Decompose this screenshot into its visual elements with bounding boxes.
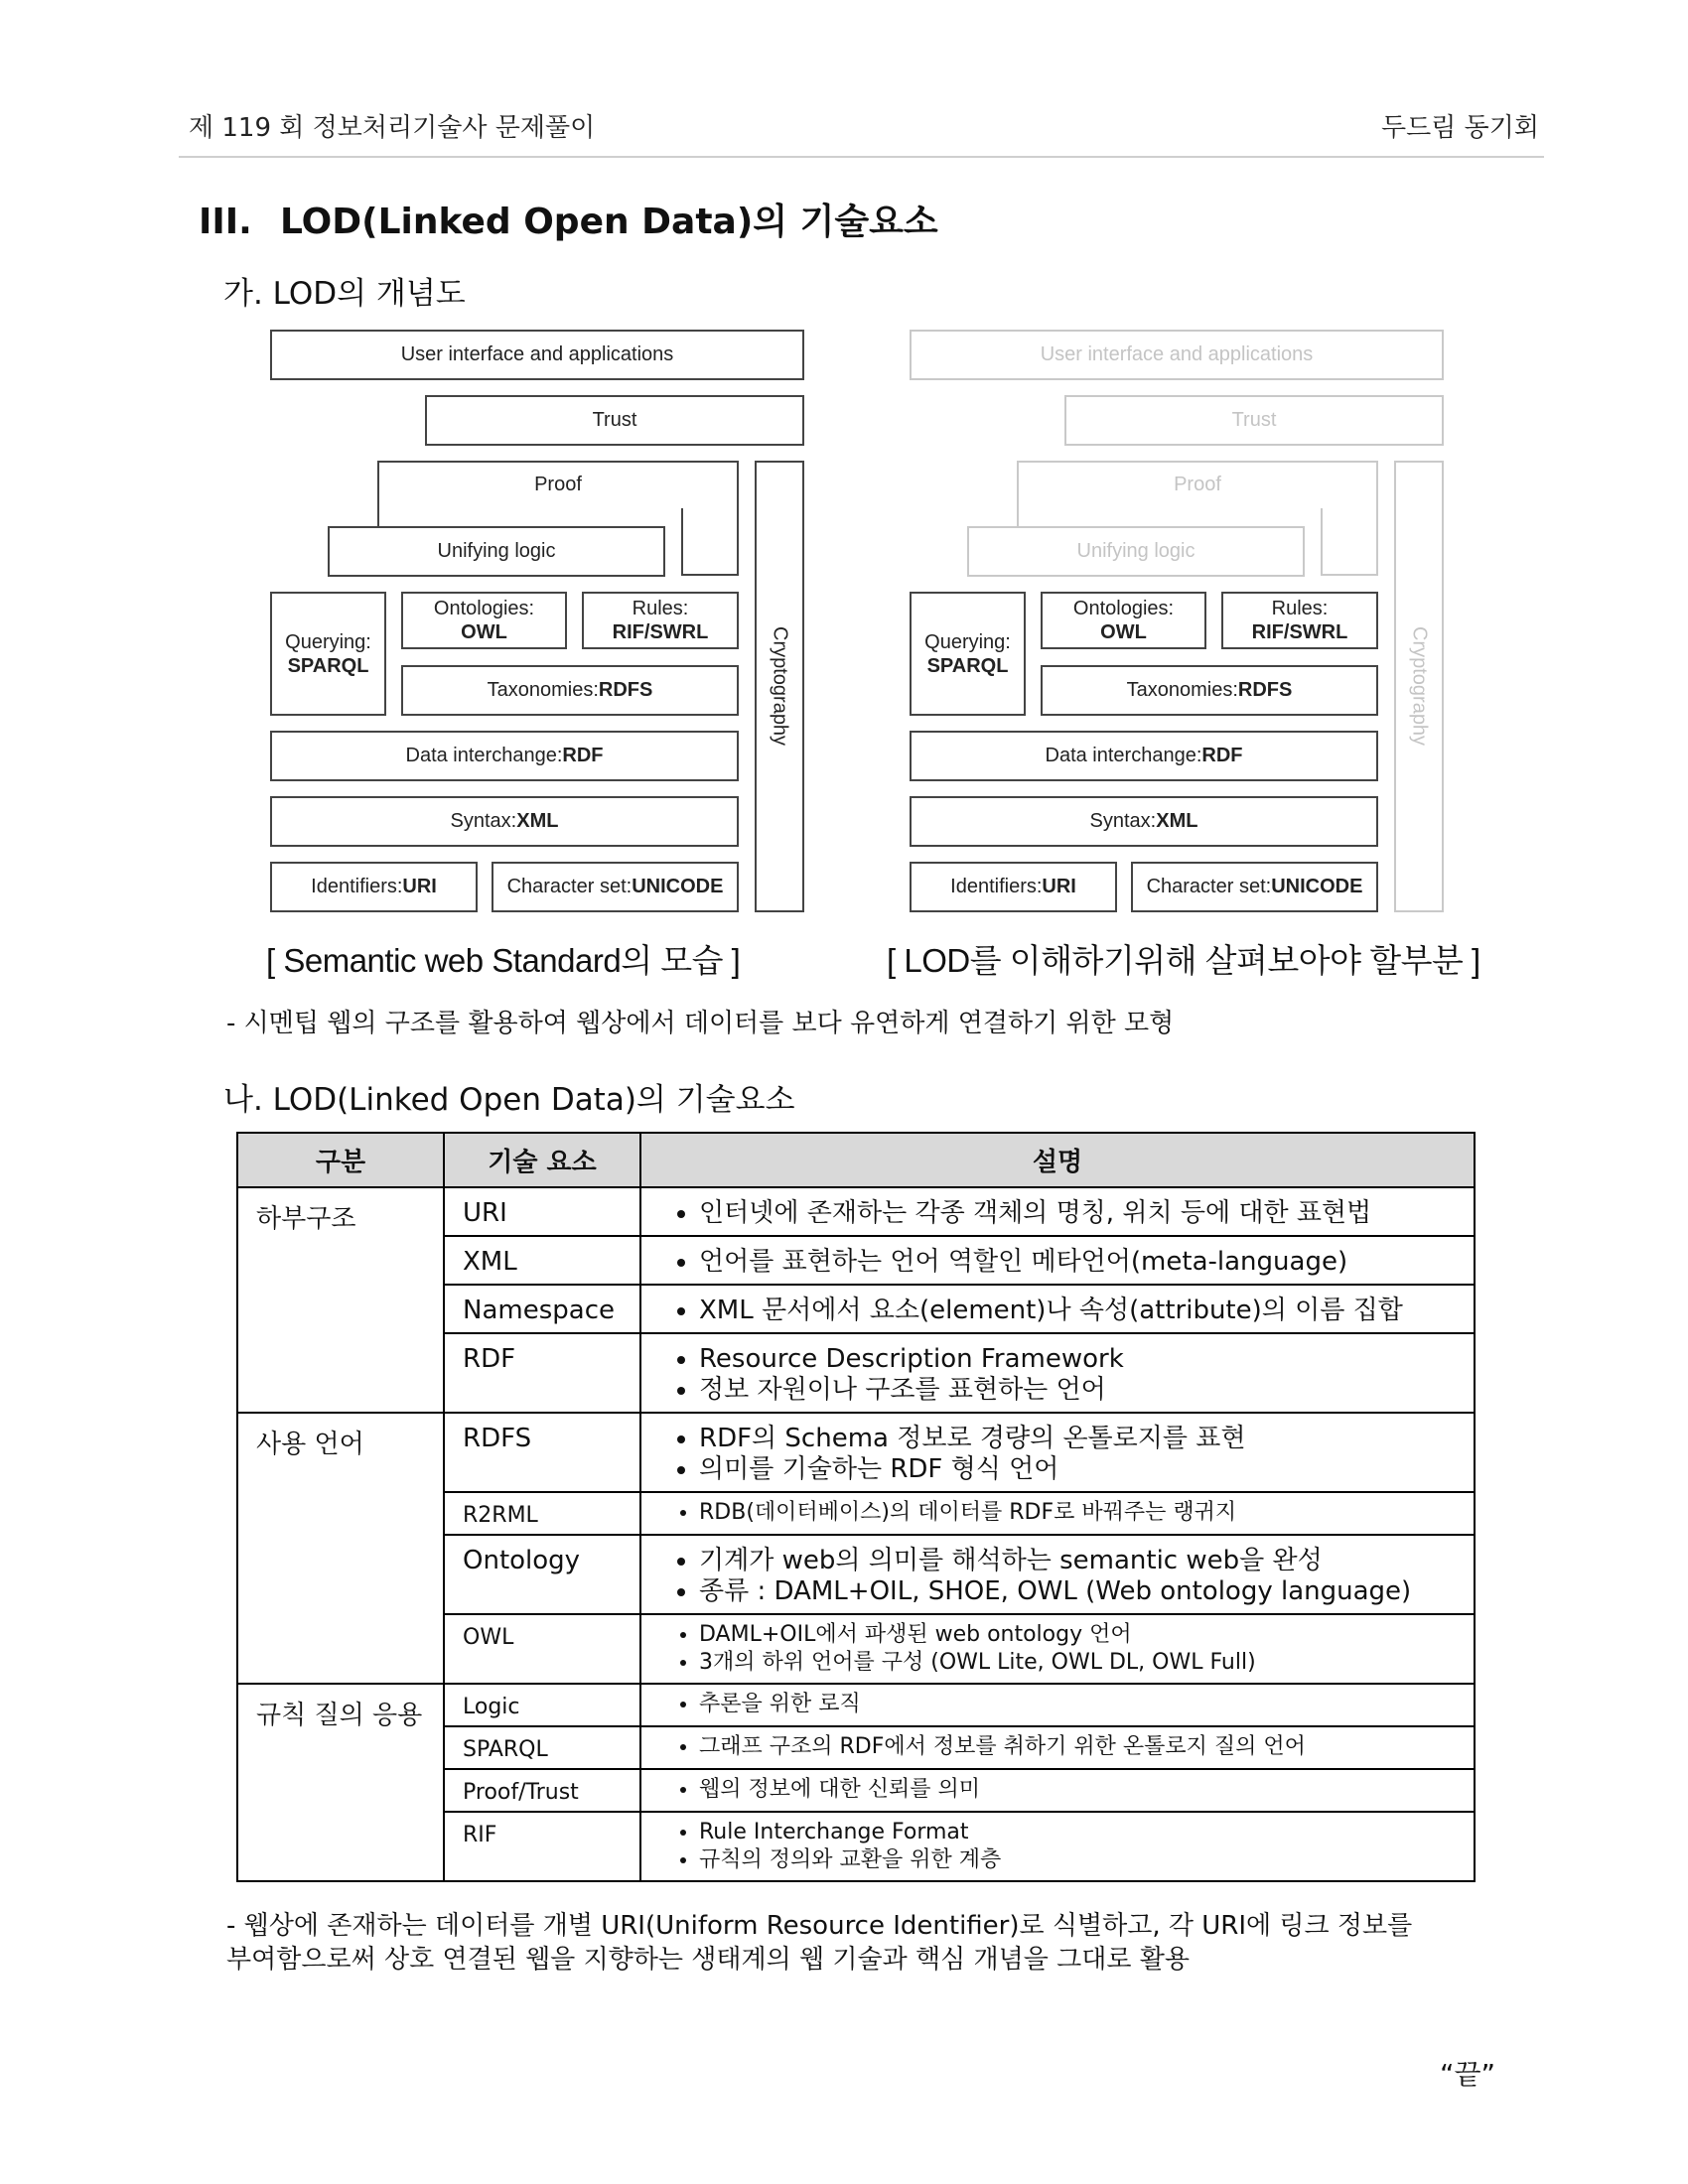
cryptography-label: Cryptography <box>769 626 791 747</box>
lod-querying-label: Querying: <box>924 630 1011 653</box>
description-cell <box>640 1492 1475 1535</box>
category-cell: 하부구조 <box>237 1187 444 1413</box>
section-title-text: LOD(Linked Open Data)의 기술요소 <box>280 202 938 242</box>
element-cell: Ontology <box>444 1535 640 1614</box>
description-item: • 정보 자원이나 구조를 표현하는 언어 <box>699 1375 1456 1406</box>
header-category: 구분 <box>237 1133 444 1187</box>
table-row <box>237 1187 1475 1236</box>
identifiers-label: Identifiers: <box>311 876 403 897</box>
charset-tech: UNICODE <box>632 876 724 897</box>
description-cell <box>640 1413 1475 1492</box>
layer-character-set <box>492 862 739 912</box>
description-item: • 웹의 정보에 대한 신뢰를 의미 <box>699 1776 1456 1804</box>
header-element: 기술 요소 <box>444 1133 640 1187</box>
layer-rules <box>582 592 739 649</box>
element-cell: OWL <box>444 1614 640 1684</box>
element-cell: XML <box>444 1236 640 1285</box>
description-item: • 의미를 기술하는 RDF 형식 언어 <box>699 1454 1456 1485</box>
description-item: • 그래프 구조의 RDF에서 정보를 취하기 위한 온톨로지 질의 언어 <box>699 1733 1456 1761</box>
lod-data-interchange-tech: RDF <box>1201 745 1243 766</box>
header-divider <box>179 156 1544 158</box>
lod-cryptography-label: Cryptography <box>1408 626 1431 747</box>
element-cell: RDFS <box>444 1413 640 1492</box>
layer-user-interface: User interface and applications <box>270 330 804 380</box>
end-mark: “끝” <box>1440 2058 1496 2091</box>
lod-layer-identifiers <box>910 862 1117 912</box>
lod-layer-ontologies <box>1041 592 1206 649</box>
lod-syntax-tech: XML <box>1156 810 1198 832</box>
description-cell <box>640 1333 1475 1413</box>
data-interchange-tech: RDF <box>562 745 604 766</box>
description-item: • 종류 : DAML+OIL, SHOE, OWL (Web ontology language) <box>699 1576 1456 1607</box>
description-item: • Rule Interchange Format <box>699 1819 1456 1846</box>
layer-data-interchange <box>270 731 739 781</box>
subsection-a-heading: 가. LOD의 개념도 <box>223 276 466 312</box>
lod-layer-proof-step <box>1321 508 1378 576</box>
table-header-row <box>237 1133 1475 1187</box>
layer-taxonomies <box>401 665 739 716</box>
lod-layer-taxonomies <box>1041 665 1378 716</box>
category-cell: 규칙 질의 응용 <box>237 1684 444 1881</box>
layer-unifying-logic: Unifying logic <box>328 526 665 577</box>
description-cell <box>640 1812 1475 1881</box>
page-header <box>189 107 1539 144</box>
layer-syntax <box>270 796 739 847</box>
ontologies-label: Ontologies: <box>433 598 535 619</box>
description-item: • 기계가 web의 의미를 해석하는 semantic web을 완성 <box>699 1546 1456 1576</box>
element-cell: Logic <box>444 1684 640 1726</box>
layer-proof-step <box>681 508 739 576</box>
lod-layer-cryptography <box>1394 461 1444 912</box>
description-item: • 3개의 하위 언어를 구성 (OWL Lite, OWL DL, OWL Full) <box>699 1649 1456 1677</box>
description-cell <box>640 1535 1475 1614</box>
section-number: III. <box>199 202 252 242</box>
lod-layer-proof: Proof <box>1174 473 1221 495</box>
lod-charset-tech: UNICODE <box>1271 876 1363 897</box>
description-item: • Resource Description Framework <box>699 1344 1456 1375</box>
note-summary-line-2: 부여함으로써 상호 연결된 웹을 지향하는 생태계의 웹 기술과 핵심 개념을 그대로 활용 <box>226 1945 1190 1975</box>
element-cell: R2RML <box>444 1492 640 1535</box>
data-interchange-label: Data interchange: <box>405 745 563 766</box>
lod-querying-tech: SPARQL <box>926 654 1009 677</box>
note-summary <box>226 1909 1412 1977</box>
note-summary-line-1: - 웹상에 존재하는 데이터를 개별 URI(Uniform Resource Identifier)로 식별하고, 각 URI에 링크 정보를 <box>226 1911 1413 1941</box>
identifiers-tech: URI <box>402 876 437 897</box>
element-cell: RDF <box>444 1333 640 1413</box>
category-cell: 사용 언어 <box>237 1413 444 1684</box>
tech-elements-table <box>236 1132 1476 1882</box>
lod-identifiers-label: Identifiers: <box>950 876 1043 897</box>
element-cell: URI <box>444 1187 640 1236</box>
lod-taxonomies-label: Taxonomies: <box>1126 679 1238 701</box>
description-cell <box>640 1236 1475 1285</box>
description-cell <box>640 1684 1475 1726</box>
lod-syntax-label: Syntax: <box>1089 810 1157 832</box>
header-description: 설명 <box>640 1133 1475 1187</box>
layer-querying <box>270 592 386 716</box>
syntax-tech: XML <box>516 810 559 832</box>
table-row <box>237 1413 1475 1492</box>
lod-layer-trust: Trust <box>1064 395 1444 446</box>
element-cell: Proof/Trust <box>444 1769 640 1812</box>
lod-ontologies-label: Ontologies: <box>1072 598 1175 619</box>
caption-left: [ Semantic web Standard의 모습 ] <box>266 942 741 979</box>
taxonomies-tech: RDFS <box>598 679 653 701</box>
element-cell: RIF <box>444 1812 640 1881</box>
section-title <box>199 194 938 244</box>
lod-layer-user-interface: User interface and applications <box>910 330 1444 380</box>
charset-label: Character set: <box>506 876 633 897</box>
lod-layer-character-set <box>1131 862 1378 912</box>
element-cell: Namespace <box>444 1285 640 1333</box>
lod-rules-tech: RIF/SWRL <box>1251 621 1348 643</box>
element-cell: SPARQL <box>444 1726 640 1769</box>
header-left: 제 119 회 정보처리기술사 문제풀이 <box>189 113 596 143</box>
lod-data-interchange-label: Data interchange: <box>1045 745 1202 766</box>
description-item: • RDF의 Schema 정보로 경량의 온톨로지를 표현 <box>699 1424 1456 1454</box>
syntax-label: Syntax: <box>450 810 517 832</box>
rules-tech: RIF/SWRL <box>612 621 709 643</box>
description-item: • 인터넷에 존재하는 각종 객체의 명칭, 위치 등에 대한 표현법 <box>699 1198 1456 1229</box>
layer-cryptography <box>755 461 804 912</box>
note-concept: - 시멘팁 웹의 구조를 활용하여 웹상에서 데이터를 보다 유연하게 연결하기 위한 모형 <box>226 1009 1175 1038</box>
description-item: • RDB(데이터베이스)의 데이터를 RDF로 바꿔주는 랭귀지 <box>699 1499 1456 1527</box>
taxonomies-label: Taxonomies: <box>487 679 599 701</box>
table-row <box>237 1684 1475 1726</box>
lod-taxonomies-tech: RDFS <box>1237 679 1293 701</box>
description-item: • XML 문서에서 요소(element)나 속성(attribute)의 이름 집합 <box>699 1296 1456 1326</box>
description-item: • 추론을 위한 로직 <box>699 1691 1456 1718</box>
description-item: • DAML+OIL에서 파생된 web ontology 언어 <box>699 1621 1456 1649</box>
description-cell <box>640 1769 1475 1812</box>
layer-ontologies <box>401 592 567 649</box>
description-cell <box>640 1187 1475 1236</box>
lod-identifiers-tech: URI <box>1042 876 1076 897</box>
lod-ontologies-tech: OWL <box>1100 621 1147 643</box>
layer-identifiers <box>270 862 478 912</box>
querying-tech: SPARQL <box>287 654 369 677</box>
lod-rules-label: Rules: <box>1271 598 1329 619</box>
description-item: • 규칙의 정의와 교환을 위한 계층 <box>699 1846 1456 1874</box>
querying-label: Querying: <box>285 630 371 653</box>
rules-label: Rules: <box>632 598 689 619</box>
caption-right: [ LOD를 이해하기위해 살펴보아야 할부분 ] <box>887 942 1480 979</box>
lod-charset-label: Character set: <box>1146 876 1272 897</box>
subsection-b-heading: 나. LOD(Linked Open Data)의 기술요소 <box>223 1082 795 1118</box>
lod-layer-rules <box>1221 592 1378 649</box>
layer-proof: Proof <box>534 473 582 495</box>
lod-layer-syntax <box>910 796 1378 847</box>
description-cell <box>640 1285 1475 1333</box>
lod-layer-querying <box>910 592 1026 716</box>
layer-trust: Trust <box>425 395 804 446</box>
description-item: • 언어를 표현하는 언어 역할인 메타언어(meta-language) <box>699 1247 1456 1278</box>
lod-layer-unifying-logic: Unifying logic <box>967 526 1305 577</box>
header-right: 두드림 동기회 <box>1381 113 1539 143</box>
ontologies-tech: OWL <box>461 621 507 643</box>
description-cell <box>640 1614 1475 1684</box>
description-cell <box>640 1726 1475 1769</box>
lod-layer-data-interchange <box>910 731 1378 781</box>
